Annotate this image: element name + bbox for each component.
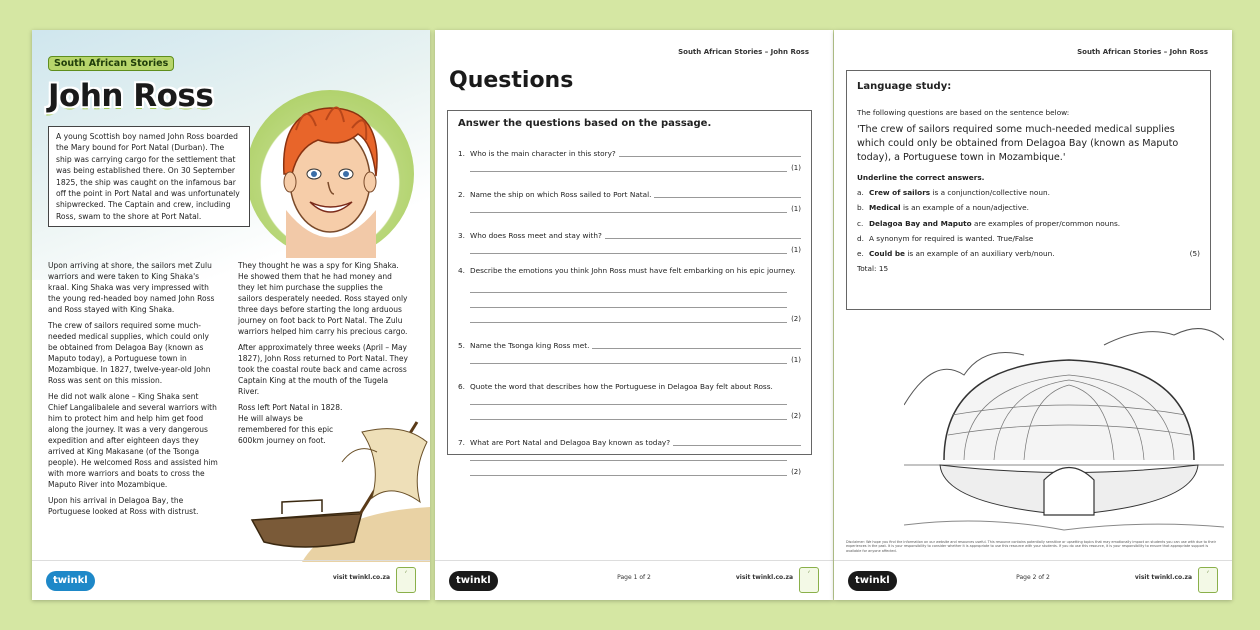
answer-line[interactable] — [654, 189, 801, 198]
question-marks: (2) — [791, 314, 801, 323]
item-text: A synonym for required is wanted. True/False — [869, 233, 1034, 243]
question-text: Who is the main character in this story? — [470, 148, 616, 158]
question-item — [458, 264, 801, 323]
answer-line[interactable] — [592, 340, 801, 349]
item-keyword: Could be — [869, 248, 905, 258]
question-item — [458, 374, 801, 420]
question-text: Who does Ross meet and stay with? — [470, 230, 602, 240]
answer-line[interactable] — [470, 163, 787, 172]
item-text: is an example of a noun/adjective. — [900, 203, 1029, 213]
story-paragraph: He did not walk alone – King Shaka sent Chief Langalibalele and several warriors with him to protect him and help him get food along the journey. It was a very dangerous expedition and after eighteen days they arrived at King Makasane (of the Tsonga people). He welcomed Ross and assisted him with more warriors and boats to cross the Maputo River into Mozambique. — [48, 392, 218, 490]
question-text: Name the Tsonga king Ross met. — [470, 340, 590, 350]
instruction: Underline the correct answers. — [857, 172, 985, 182]
question-marks: (1) — [791, 205, 801, 213]
answer-line[interactable] — [470, 355, 787, 364]
answer-line[interactable] — [673, 437, 801, 446]
series-tag: South African Stories — [48, 56, 174, 71]
question-marks: (1) — [791, 164, 801, 172]
item-marks — [1170, 188, 1200, 198]
story-paragraph: Upon his arrival in Delagoa Bay, the Portuguese looked at Ross with distrust. — [48, 496, 199, 517]
page-header: South African Stories – John Ross — [678, 48, 809, 56]
question-number: 3. — [458, 230, 465, 240]
total-marks: Total: 15 — [857, 264, 889, 274]
answer-line[interactable] — [470, 467, 787, 476]
page-number: Page 2 of 2 — [1016, 574, 1050, 581]
visit-link[interactable]: visit twinkl.co.za — [735, 574, 793, 581]
question-marks: (1) — [791, 355, 801, 364]
item-marks: (5) — [1189, 248, 1200, 258]
question-item — [458, 141, 801, 172]
quality-badge-icon: ✓ — [396, 567, 416, 593]
answer-line[interactable] — [470, 299, 787, 308]
language-item[interactable] — [857, 219, 1200, 229]
answer-line[interactable] — [605, 230, 801, 239]
language-study-heading: Language study: — [857, 81, 952, 92]
item-marks — [1170, 234, 1200, 244]
question-text: Name the ship on which Ross sailed to Port Natal. — [470, 189, 652, 199]
twinkl-logo: twinkl — [449, 571, 498, 591]
story-paragraph: After approximately three weeks (April – May 1827), John Ross returned to Port Natal. They took the coastal route back and came across Captain King at the mouth of the Tugela River. — [238, 343, 408, 397]
intro-box: A young Scottish boy named John Ross boarded the Mary bound for Port Natal (Durban). The ship was carrying cargo for the settlement that was being established there. On 30 September 1825, the ship was caught on the infamous bar off the point in Port Natal and was unfortunately shipwrecked. The Captain and crew, including Ross, swam to the shore at Port Natal. — [48, 126, 250, 227]
answer-line[interactable] — [470, 245, 787, 254]
item-keyword: Medical — [869, 203, 901, 213]
item-keyword: Delagoa Bay and Maputo — [869, 218, 972, 228]
page-header: South African Stories – John Ross — [1077, 48, 1208, 56]
twinkl-logo: twinkl — [46, 571, 95, 591]
question-number: 4. — [458, 266, 465, 275]
story-title: John Ross — [48, 78, 214, 114]
question-marks: (1) — [791, 246, 801, 254]
story-paragraph: The crew of sailors required some much-needed medical supplies, which could only be obtained from Delagoa Bay (known as Maputo today), a Portuguese town in Mozambique. In 1827, twelve-year-old John Ross was sent on this mission. — [48, 321, 211, 386]
language-study-box — [846, 70, 1211, 310]
question-item — [458, 223, 801, 254]
answer-line[interactable] — [470, 314, 787, 323]
question-item — [458, 333, 801, 364]
question-item — [458, 182, 801, 213]
item-keyword: Crew of sailors — [869, 188, 931, 198]
story-column-left — [48, 260, 218, 522]
question-number: 1. — [458, 148, 465, 158]
answer-line[interactable] — [470, 452, 787, 461]
item-text: are examples of proper/common nouns. — [971, 218, 1121, 228]
language-study-page — [834, 30, 1232, 600]
item-letter: e. — [857, 248, 864, 258]
language-study-intro: The following questions are based on the sentence below: — [857, 108, 1070, 117]
question-marks: (2) — [791, 467, 801, 476]
language-item[interactable] — [857, 188, 1200, 198]
page-title: Questions — [449, 68, 574, 93]
visit-link[interactable]: visit twinkl.co.za — [1134, 574, 1192, 581]
item-text: is an example of an auxiliary verb/noun. — [905, 248, 1055, 258]
story-paragraph: They thought he was a spy for King Shaka. He showed them that he had money and they let him purchase the supplies the sailors desperately needed. Ross stayed only three days before starting the long arduous journey on foot back to Port Natal. The Zulu warriors helped him carry his precious cargo. — [238, 261, 408, 337]
story-page — [32, 30, 430, 600]
answer-line[interactable] — [470, 204, 787, 213]
item-marks — [1170, 219, 1200, 229]
item-letter: d. — [857, 233, 864, 243]
quality-badge-icon: ✓ — [799, 567, 819, 593]
language-item[interactable] — [857, 203, 1200, 213]
answer-line[interactable] — [619, 148, 801, 157]
questions-box — [447, 110, 812, 476]
item-letter: a. — [857, 188, 864, 198]
question-number: 2. — [458, 189, 465, 199]
item-text: is a conjunction/collective noun. — [930, 188, 1050, 198]
page-number: Page 1 of 2 — [617, 574, 651, 581]
item-marks — [1170, 203, 1200, 213]
portrait-illustration — [246, 90, 414, 258]
quality-badge-icon: ✓ — [1198, 567, 1218, 593]
beehive-hut-illustration — [904, 315, 1224, 540]
question-text: Quote the word that describes how the Portuguese in Delagoa Bay felt about Ross. — [470, 381, 773, 391]
shipwreck-illustration — [242, 402, 430, 562]
disclaimer-text: Disclaimer: We hope you find the information on our website and resources useful. This resource contains potentially sensitive or upsetting topics that may emotionally impact on students you can use with due to their experiences in the past. It is your responsibility to consider whether it is appropriate to use this resource with your students. If you do use this resource, it is your responsibility to ensure that appropriate support is available for anyone affected. — [846, 540, 1216, 553]
story-paragraph: Upon arriving at shore, the sailors met Zulu warriors and were taken to King Shaka's kraal. King Shaka was very impressed with the young red-headed boy named John Ross and Ross stayed with King Shaka. — [48, 261, 215, 315]
question-marks: (2) — [791, 411, 801, 420]
questions-page — [435, 30, 833, 600]
question-number: 6. — [458, 381, 465, 391]
answer-line[interactable] — [470, 411, 787, 420]
question-text: Describe the emotions you think John Ross must have felt embarking on his epic journey. — [470, 266, 796, 275]
page-footer — [435, 560, 833, 600]
question-text: What are Port Natal and Delagoa Bay known as today? — [470, 437, 671, 447]
questions-heading: Answer the questions based on the passage. — [458, 118, 712, 129]
story-paragraph: Ross left Port Natal in 1828. He will always be remembered for this epic 600km journey on foot. — [238, 403, 343, 446]
source-sentence: 'The crew of sailors required some much-needed medical supplies which could only be obtained from Delagoa Bay (known as Maputo today), a Portuguese town in Mozambique.' — [857, 124, 1179, 164]
language-item[interactable] — [857, 249, 1200, 259]
question-item — [458, 430, 801, 476]
page-footer — [32, 560, 430, 600]
question-number: 5. — [458, 340, 465, 350]
answer-line[interactable] — [470, 284, 787, 293]
answer-line[interactable] — [470, 396, 787, 405]
visit-link[interactable]: visit twinkl.co.za — [332, 574, 390, 581]
page-footer — [834, 560, 1232, 600]
item-letter: b. — [857, 203, 864, 213]
language-item[interactable] — [857, 234, 1200, 244]
item-letter: c. — [857, 218, 864, 228]
john-ross-portrait — [246, 90, 414, 258]
question-number: 7. — [458, 437, 465, 447]
twinkl-logo: twinkl — [848, 571, 897, 591]
